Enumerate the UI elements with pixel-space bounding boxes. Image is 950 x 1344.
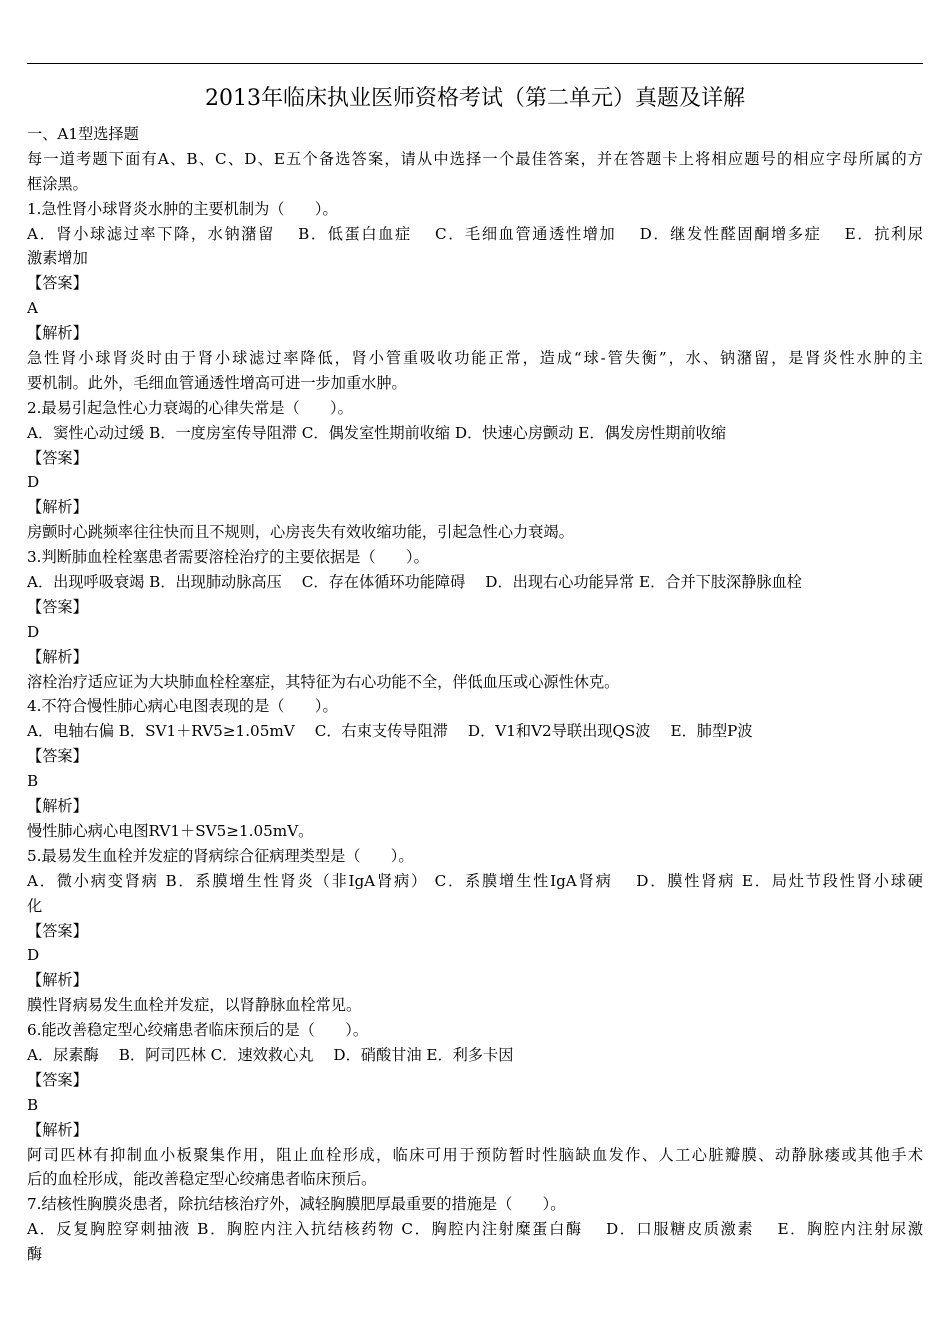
question-stem: 7.结核性胸膜炎患者，除抗结核治疗外，减轻胸膜肥厚最重要的措施是（ ）。 [27, 1195, 566, 1214]
question-4 [27, 694, 923, 843]
analysis-text: 溶栓治疗适应证为大块肺血栓栓塞症，其特征为右心功能不全，伴低血压或心源性休克。 [27, 672, 620, 691]
question-options: A．尿素酶 B．阿司匹林 C．速效救心丸 D．硝酸甘油 E．利多卡因 [27, 1045, 514, 1064]
analysis-text: 要机制。此外，毛细血管通透性增高可进一步加重水肿。 [27, 373, 407, 392]
question-stem: 6.能改善稳定型心绞痛患者临床预后的是（ ）。 [27, 1021, 369, 1040]
section-heading: 一、A1型选择题 [27, 125, 139, 143]
answer-label: 【答案】 [27, 1070, 88, 1089]
analysis-text: 阿司匹林有抑制血小板聚集作用，阻止血栓形成，临床可用于预防暂时性脑缺血发作、人工心脏瓣膜、动静脉瘘或其他手术 [27, 1145, 923, 1164]
answer-label: 【答案】 [27, 448, 88, 467]
question-5 [27, 844, 923, 1018]
question-stem: 3.判断肺血栓栓塞患者需要溶栓治疗的主要依据是（ ）。 [27, 548, 429, 567]
question-options: 化 [27, 896, 43, 915]
instructions-line: 每一道考题下面有A、B、C、D、E五个备选答案，请从中选择一个最佳答案，并在答题卡上将相应题号的相应字母所属的方 [27, 149, 923, 168]
answer-label: 【答案】 [27, 921, 88, 940]
instructions-line: 框涂黑。 [27, 174, 88, 193]
question-options: A．肾小球滤过率下降，水钠潴留 B．低蛋白血症 C．毛细血管通透性增加 D．继发性醛固酮增多症 E．抗利尿 [27, 224, 923, 243]
question-6 [27, 1018, 923, 1192]
analysis-label: 【解析】 [27, 647, 88, 666]
analysis-text: 后的血栓形成，能改善稳定型心绞痛患者临床预后。 [27, 1170, 377, 1189]
answer-value: D [27, 473, 40, 492]
analysis-text: 急性肾小球肾炎时由于肾小球滤过率降低，肾小管重吸收功能正常，造成“球-管失衡”，水、钠潴留，是肾炎性水肿的主 [27, 349, 923, 368]
answer-value: D [27, 946, 40, 965]
question-stem: 1.急性肾小球肾炎水肿的主要机制为（ ）。 [27, 199, 338, 218]
answer-value: A [27, 299, 38, 318]
question-options: A．电轴右偏 B．SV1＋RV5≥1.05mV C．右束支传导阻滞 D．V1和V2导联出现QS波 E．肺型P波 [27, 722, 753, 741]
question-options: A．微小病变肾病 B．系膜增生性肾炎（非IgA肾病） C．系膜增生性IgA肾病 D．膜性肾病 E．局灶节段性肾小球硬 [27, 871, 923, 890]
question-options: 激素增加 [27, 249, 88, 268]
answer-value: B [27, 772, 39, 791]
analysis-text: 慢性肺心病心电图RV1＋SV5≥1.05mV。 [27, 821, 314, 840]
answer-label: 【答案】 [27, 597, 88, 616]
analysis-text: 膜性肾病易发生血栓并发症，以肾静脉血栓常见。 [27, 996, 362, 1015]
question-1 [27, 197, 923, 396]
question-options: 酶 [27, 1245, 43, 1264]
analysis-label: 【解析】 [27, 498, 88, 517]
analysis-label: 【解析】 [27, 797, 88, 816]
document-body [27, 122, 923, 1267]
answer-value: D [27, 622, 40, 641]
top-rule [27, 63, 923, 64]
question-stem: 5.最易发生血栓并发症的肾病综合征病理类型是（ ）。 [27, 846, 414, 865]
question-7 [27, 1192, 923, 1267]
question-options: A．反复胸腔穿刺抽液 B．胸腔内注入抗结核药物 C．胸腔内注射糜蛋白酶 D．口服糖皮质激素 E．胸腔内注射尿激 [27, 1220, 923, 1239]
page-title: 2013年临床执业医师资格考试（第二单元）真题及详解 [205, 86, 745, 111]
analysis-text: 房颤时心跳频率往往快而且不规则，心房丧失有效收缩功能，引起急性心力衰竭。 [27, 523, 574, 542]
question-2 [27, 396, 923, 545]
question-options: A．窦性心动过缓 B．一度房室传导阻滞 C．偶发室性期前收缩 D．快速心房颤动 E．偶发房性期前收缩 [27, 423, 727, 442]
answer-label: 【答案】 [27, 274, 88, 293]
question-options: A．出现呼吸衰竭 B．出现肺动脉高压 C．存在体循环功能障碍 D．出现右心功能异常 E．合并下肢深静脉血栓 [27, 573, 802, 592]
analysis-label: 【解析】 [27, 1120, 88, 1139]
question-stem: 2.最易引起急性心力衰竭的心律失常是（ ）。 [27, 398, 353, 417]
answer-label: 【答案】 [27, 747, 88, 766]
analysis-label: 【解析】 [27, 971, 88, 990]
question-stem: 4.不符合慢性肺心病心电图表现的是（ ）。 [27, 697, 338, 716]
analysis-label: 【解析】 [27, 324, 88, 343]
question-3 [27, 545, 923, 694]
answer-value: B [27, 1095, 39, 1114]
